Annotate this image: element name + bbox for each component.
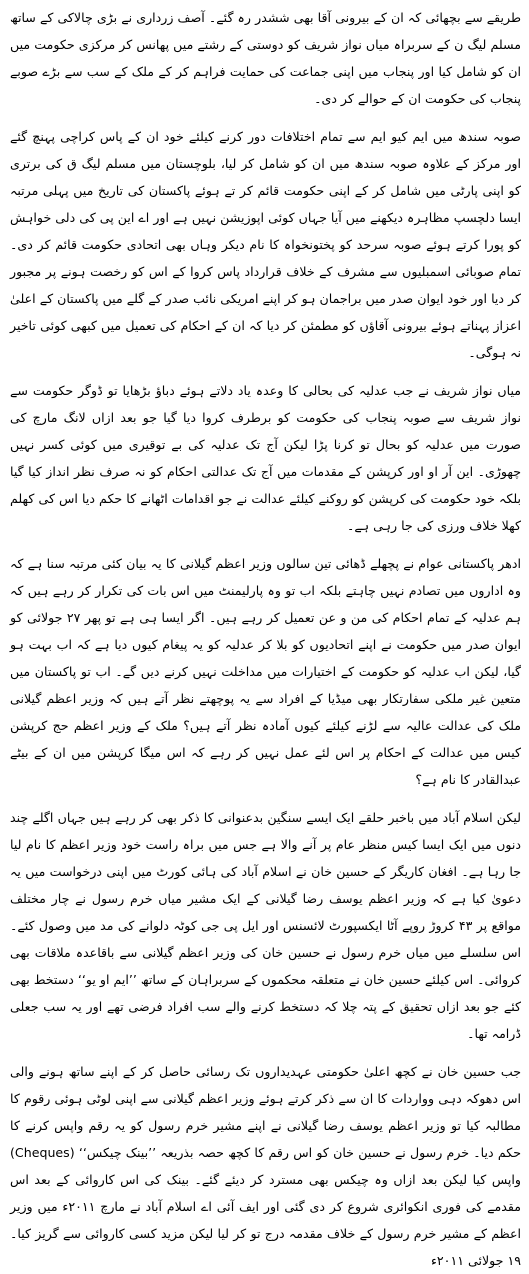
article-paragraph-1: طریقے سے بچھائی کہ ان کے بیرونی آقا بھی ششدر رہ گئے۔ آصف زرداری نے بڑی چالاکی کے ساتھ مسلم لیگ ن کے سربراہ میاں نواز شریف کو دوستی کے رشتے میں پھانس کر مرکزی حکومت میں ان کو شامل کیا اور پنجاب میں اپنی جماعت کی حمایت فراہم کر کے ملک کے سب سے بڑے صوبے پنجاب کی حکومت ان کے حوالے کر دی۔ <box>10 10 521 106</box>
article-paragraph-6: جب حسین خان نے کچھ اعلیٰ حکومتی عہدیداروں تک رسائی حاصل کر کے اپنے ساتھ ہونے والی اس دھوکہ دہی وواردات کا ان سے ذکر کرتے ہوئے وزیر اعظم گیلانی سے اپنی لوٹی ہوئی رقوم کا مطالبہ کیا تو وزیر اعظم یوسف رضا گیلانی نے اپنے مشیر خرم رسول کو یہ رقم واپس کرنے کا حکم دیا۔ خرم رسول نے حسین خان کو اس رقم کا کچھ حصہ بذریعہ ’’بینک چیکس‘‘ (Cheques) واپس کیا لیکن بعد ازاں وہ چیکس بھی مسترد کر دیئے گئے۔ بینک کی اس کاروائی کے بعد اس مقدمے کی فوری انکوائری شروع کر دی گئی اور ایف آئی اے اسلام آباد نے مارچ ۲۰۱۱ء میں وزیر اعظم کے مشیر خرم رسول کے خلاف مقدمہ درج تو کر لیا لیکن مزید کسی کاروائی سے گریز کیا۔ ۱۹ جولائی ۲۰۱۱ء <box>10 1064 521 1268</box>
article-paragraph-2: صوبہ سندھ میں ایم کیو ایم سے تمام اختلافات دور کرنے کیلئے خود ان کے پاس کراچی پہنچ گئے اور مرکز کے علاوہ صوبہ سندھ میں ان کو شامل کر لیا، بلوچستان میں مسلم لیگ ق کی برتری کو اپنی پارٹی میں شامل کر کے اپنی حکومت قائم کر تے ہوئے پاکستان کی تاریخ میں پہلی مرتبہ ایسا دلچسپ مظاہرہ دیکھنے میں آیا جہاں کوئی اپوزیشن نہیں ہے اور اے این پی کی دلی خواہش کو پورا کرتے ہوئے صوبہ سرحد کو پختونخواہ کا نام دیکر وہاں بھی اتحادی حکومت قائم کر دی۔ تمام صوبائی اسمبلیوں سے مشرف کے خلاف قرارداد پاس کروا کے اس کو رخصت ہونے پر مجبور کر دیا اور خود ایوان صدر میں براجمان ہو کر اپنے امریکی نائب صدر کے گلے میں پاکستان کے اعلیٰ اعزاز پہناتے ہوئے بیرونی آقاؤں کو مطمئن کر دیا کہ ان کے احکام کی تعمیل میں کبھی کوئی تاخیر نہ ہوگی۔ <box>10 129 521 360</box>
article-paragraph-4: ادھر پاکستانی عوام نے پچھلے ڈھائی تین سالوں وزیر اعظم گیلانی کا یہ بیان کئی مرتبہ سنا ہے کہ وہ اداروں میں تصادم نہیں چاہتے بلکہ اب تو وہ پارلیمنٹ میں اس بات کی تکرار کر رہے ہیں کہ ہم عدلیہ کے تمام احکام کی من و عن تعمیل کر رہے ہیں۔ اگر ایسا ہی ہے تو پھر ۲۷ جولائی کو ایوان صدر میں حکومت نے اپنے اتحادیوں کو بلا کر عدلیہ کو یہ پیغام کیوں دیا ہے کہ اب بہت ہو گیا، لیکن اب عدلیہ کو حکومت کے اختیارات میں مداخلت نہیں کرنے دیں گے۔ اب تو پاکستان میں متعین غیر ملکی سفارتکار بھی میڈیا کے افراد سے یہ پوچھتے نظر آتے ہیں کہ وزیر اعظم گیلانی ملک کی عدالت عالیہ سے لڑنے کیلئے کیوں آمادہ نظر آتے ہیں؟ ملک کے وزیر اعظم حج کرپشن کیس میں عدالت کے احکام پر اس لئے عمل نہیں کر رہے کہ اس میگا کرپشن میں ان کے بیٹے عبدالقادر کا نام ہے؟ <box>10 556 521 787</box>
article-paragraph-5: لیکن اسلام آباد میں باخبر حلقے ایک ایسے سنگین بدعنوانی کا ذکر بھی کر رہے ہیں جہاں اگلے چند دنوں میں ایک ایسا کیس منظر عام پر آنے والا ہے جس میں براہ راست خود وزیر اعظم کا نام لیا جا رہا ہے۔ افغان کاریگر کے حسین خان نے اسلام آباد کی ہائی کورٹ میں اپنی درخواست میں یہ دعویٰ کیا ہے کہ وزیر اعظم یوسف رضا گیلانی کے ایک مشیر میاں خرم رسول نے چار مختلف مواقع پر ۴۳ کروڑ روپے آٹا ایکسپورٹ لائسنس اور ایل پی جی کوٹہ دلوانے کی مد میں وصول کئے۔ اس سلسلے میں میاں خرم رسول نے حسین خان کی وزیر اعظم گیلانی سے باقاعدہ ملاقات بھی کروائی۔ اس کیلئے حسین خان نے متعلقہ محکموں کے سربراہان کے ساتھ ’’ایم او یو‘‘ دستخط بھی کئے جو بعد ازاں تحقیق کے پتہ چلا کہ دستخط کرنے والے سب افراد فرضی تھے اور یہ سب جعلی ڈرامہ تھا۔ <box>10 810 521 1041</box>
article-paragraph-3: میاں نواز شریف نے جب عدلیہ کی بحالی کا وعدہ یاد دلاتے ہوئے دباؤ بڑھایا تو ڈوگر حکومت سے نواز شریف سے صوبہ پنجاب کی حکومت کو برطرف کروا دیا گیا جو بعد ازاں لانگ مارچ کی صورت میں عدلیہ کو بحال تو کرنا پڑا لیکن آج تک عدلیہ کی بے توقیری میں کوئی کسر نہیں چھوڑی۔ این آر او اور کرپشن کے مقدمات میں آج تک عدالتی احکام کو نہ صرف نظر انداز کیا گیا بلکہ خود حکومت کی کرپشن کو روکنے کیلئے عدالت نے جو اقدامات اٹھانے کا حکم دیا اس کی کھلم کھلا خلاف ورزی کی جا رہی ہے۔ <box>10 383 521 533</box>
